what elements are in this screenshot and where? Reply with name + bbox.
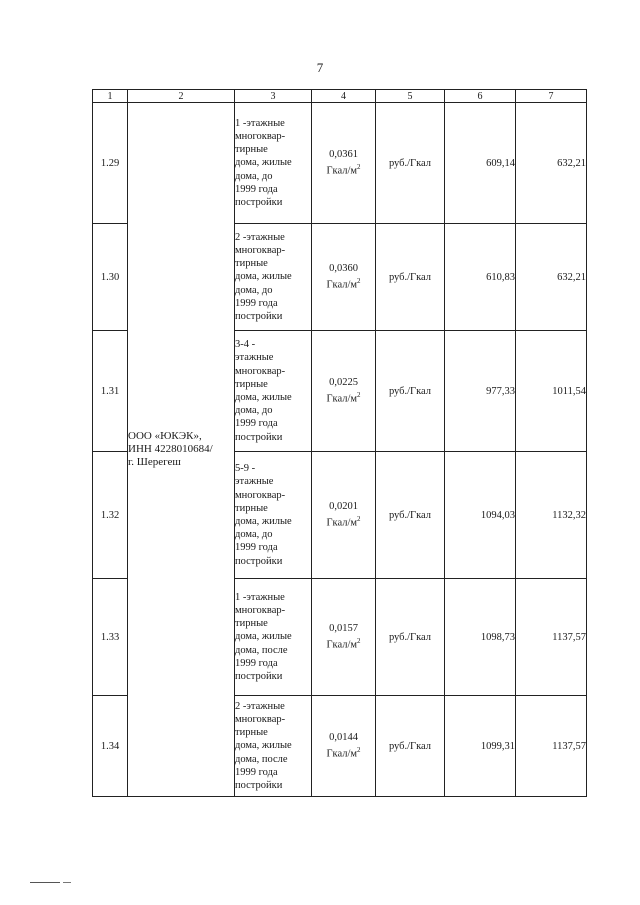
unit-cell: руб./Гкал [376,103,445,224]
tariff-value-col7: 632,21 [516,103,587,224]
row-number: 1.29 [93,103,128,224]
description-line: дома, жилые [235,631,292,643]
tariff-value-col7: 632,21 [516,224,587,331]
description-line: 2 -этажные [235,700,285,712]
norm-cell [312,452,376,579]
description-line: 3-4 - [235,339,256,351]
description-line: 1999 года [235,657,278,669]
description-line: 2 -этажные [235,231,285,243]
description-line: дома, до [235,170,273,182]
description-line: дома, до [235,284,273,296]
description-line: тирные [235,502,268,514]
description-line: дома, после [235,753,288,765]
description-line: 1999 года [235,766,278,778]
description-line: 5-9 - [235,463,256,475]
tariff-table [92,89,587,797]
row-number: 1.30 [93,224,128,331]
description-line: тирные [235,378,268,390]
description-cell [235,331,312,452]
norm-cell [312,696,376,797]
row-number: 1.31 [93,331,128,452]
norm-cell [312,103,376,224]
description-line: 1 -этажные [235,117,285,129]
header-row [93,90,587,103]
description-line: тирные [235,258,268,270]
row-number: 1.33 [93,579,128,696]
description-line: тирные [235,144,268,156]
description-cell [235,579,312,696]
norm-value: 0,0201 [329,501,358,513]
column-header: 1 [93,90,128,103]
description-line: многоквар- [235,365,286,377]
description-line: 1999 года [235,183,278,195]
norm-value: 0,0157 [329,623,358,635]
description-line: дома, после [235,644,288,656]
organization-line: ООО «ЮКЭК», [128,430,202,442]
table-row [93,103,587,224]
description-line: 1999 года [235,297,278,309]
description-line: многоквар- [235,244,286,256]
norm-value: 0,0225 [329,377,358,389]
norm-unit: Гкал/$м^2$ [326,391,361,405]
description-line: постройки [235,671,283,682]
organization-line: ИНН 4228010684/ [128,443,213,455]
page-number: 7 [316,60,324,75]
norm-unit: Гкал/$м^2$ [326,163,361,177]
organization-cell [128,103,235,797]
norm-value: 0,0361 [329,149,358,161]
tariff-value-col6: 1094,03 [445,452,516,579]
description-line: дома, жилые [235,392,292,403]
row-number: 1.34 [93,696,128,797]
tariff-value-col6: 609,14 [445,103,516,224]
description-line: этажные [235,476,274,488]
tariff-value-col7: 1011,54 [516,331,587,452]
row-number: 1.32 [93,452,128,579]
scan-mark [63,882,71,884]
tariff-value-col6: 610,83 [445,224,516,331]
column-header: 6 [445,90,516,103]
tariff-value-col7: 1137,57 [516,579,587,696]
organization-line: г. Шерегеш [128,456,181,468]
description-cell [235,224,312,331]
tariff-value-col6: 977,33 [445,331,516,452]
description-line: постройки [235,555,283,567]
unit-cell: руб./Гкал [376,579,445,696]
norm-value: 0,0360 [329,263,358,275]
scan-mark [30,882,60,885]
description-line: дома, жилые [235,740,292,752]
description-cell [235,452,312,579]
description-line: постройки [235,197,283,208]
description-line: тирные [235,618,268,630]
norm-cell [312,224,376,331]
description-cell [235,103,312,224]
tariff-value-col7: 1137,57 [516,696,587,797]
norm-cell [312,331,376,452]
unit-cell: руб./Гкал [376,452,445,579]
unit-cell: руб./Гкал [376,696,445,797]
description-line: дома, жилые [235,157,292,169]
description-cell [235,696,312,797]
description-line: этажные [235,352,274,364]
tariff-value-col7: 1132,32 [516,452,587,579]
norm-unit: Гкал/$м^2$ [326,746,361,760]
norm-cell [312,579,376,696]
column-header: 3 [235,90,312,103]
description-line: 1999 года [235,418,278,430]
column-header: 2 [128,90,235,103]
description-line: 1 -этажные [235,591,285,603]
description-line: многоквар- [235,713,286,725]
norm-unit: Гкал/$м^2$ [326,515,361,529]
description-line: многоквар- [235,489,286,501]
unit-cell: руб./Гкал [376,224,445,331]
norm-value: 0,0144 [329,732,358,744]
norm-unit: Гкал/$м^2$ [326,637,361,651]
column-header: 7 [516,90,587,103]
norm-unit: Гкал/$м^2$ [326,277,361,291]
description-line: постройки [235,311,283,322]
description-line: постройки [235,431,283,443]
description-line: постройки [235,780,283,791]
tariff-value-col6: 1099,31 [445,696,516,797]
description-line: дома, жилые [235,516,292,527]
description-line: многоквар- [235,130,286,142]
description-line: дома, жилые [235,271,292,283]
description-line: дома, до [235,529,273,541]
tariff-value-col6: 1098,73 [445,579,516,696]
description-line: 1999 года [235,542,278,554]
description-line: тирные [235,727,268,739]
column-header: 5 [376,90,445,103]
column-header: 4 [312,90,376,103]
unit-cell: руб./Гкал [376,331,445,452]
description-line: многоквар- [235,604,286,616]
description-line: дома, до [235,405,273,417]
